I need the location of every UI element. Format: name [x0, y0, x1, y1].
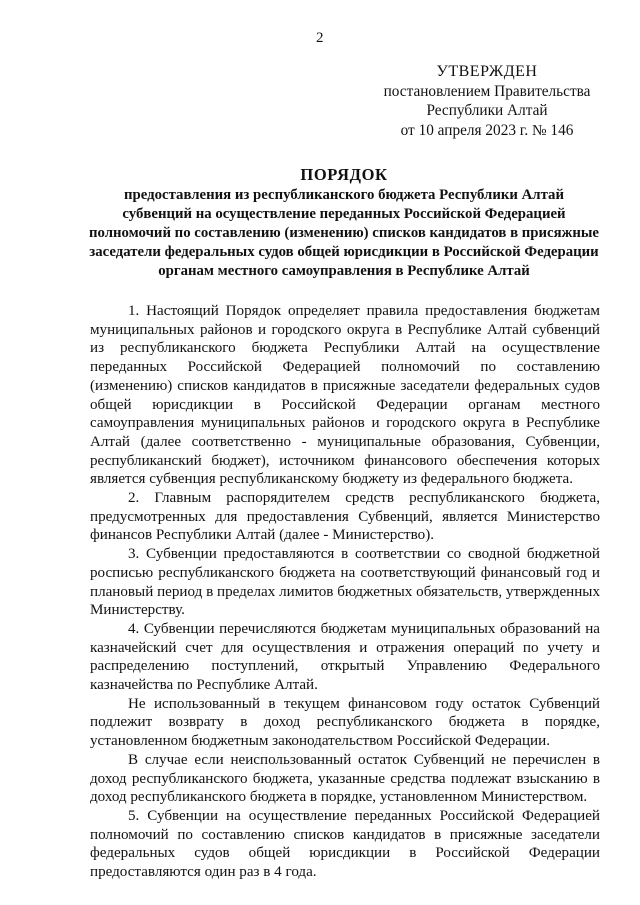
paragraph: В случае если неиспользованный остаток Субвенций не перечислен в доход республиканского бюджета, указанные средства подлежат взысканию в доход республиканского бюджета в порядке, установленном Министерством.	[90, 751, 600, 806]
approval-date-line: от 10 апреля 2023 г. № 146	[400, 121, 574, 139]
approval-heading: УТВЕРЖДЕН	[436, 63, 538, 80]
document-body	[90, 302, 600, 882]
paragraph: 4. Субвенции перечисляются бюджетам муниципальных образований на казначейский счет для осуществления и отражения операций по учету и распределению поступлений, открытый Управлению Федерального казначейства по Республике Алтай.	[90, 620, 600, 694]
paragraph: 3. Субвенции предоставляются в соответствии со сводной бюджетной росписью республиканского бюджета на соответствующий финансовый год и плановый период в пределах лимитов бюджетных обязательств, утвержденных Министерству.	[90, 546, 600, 619]
approval-line: Республики Алтай	[426, 102, 548, 119]
paragraph: 2. Главным распорядителем средств республиканского бюджета, предусмотренных для предоставления Субвенций, является Министерство финансов Республики Алтай (далее - Министерство).	[90, 490, 600, 544]
approval-line: постановлением Правительства	[383, 82, 591, 100]
document-title-block	[88, 164, 600, 281]
paragraph: 5. Субвенции на осуществление переданных Российской Федерацией полномочий по составлению списков кандидатов в присяжные заседатели федеральных судов общей юрисдикции в Российской Федерации предоставляются один раз в 4 года.	[90, 807, 600, 881]
approval-stamp	[368, 62, 606, 140]
paragraph: Не использованный в текущем финансовом году остаток Субвенций подлежит возврату в доход республиканского бюджета в порядке, установленном бюджетным законодательством Российской Федерации.	[90, 695, 600, 750]
document-subtitle: предоставления из республиканского бюджета Республики Алтай субвенций на осуществление переданных Российской Федерацией полномочий по составлению (изменению) списков кандидатов в присяжные заседатели федеральных судов общей юрисдикции в Российской Федерации органам местного самоуправления в Республике Алтай	[89, 187, 599, 279]
document-title: ПОРЯДОК	[300, 165, 388, 184]
page-number: 2	[316, 30, 324, 46]
paragraph: 1. Настоящий Порядок определяет правила предоставления бюджетам муниципальных районов и городского округа в Республике Алтай субвенций из республиканского бюджета Республики Алтай на осуществление переданных Российской Федерацией полномочий по составлению (изменению) списков кандидатов в присяжные заседатели федеральных судов общей юрисдикции в Российской Федерации органам местного самоуправления муниципальных районов и городского округа в Республике Алтай (далее соответственно - муниципальные образования, Субвенции, республиканский бюджет), источником финансового обеспечения которых является субвенция республиканскому бюджету из федерального бюджета.	[90, 303, 600, 488]
